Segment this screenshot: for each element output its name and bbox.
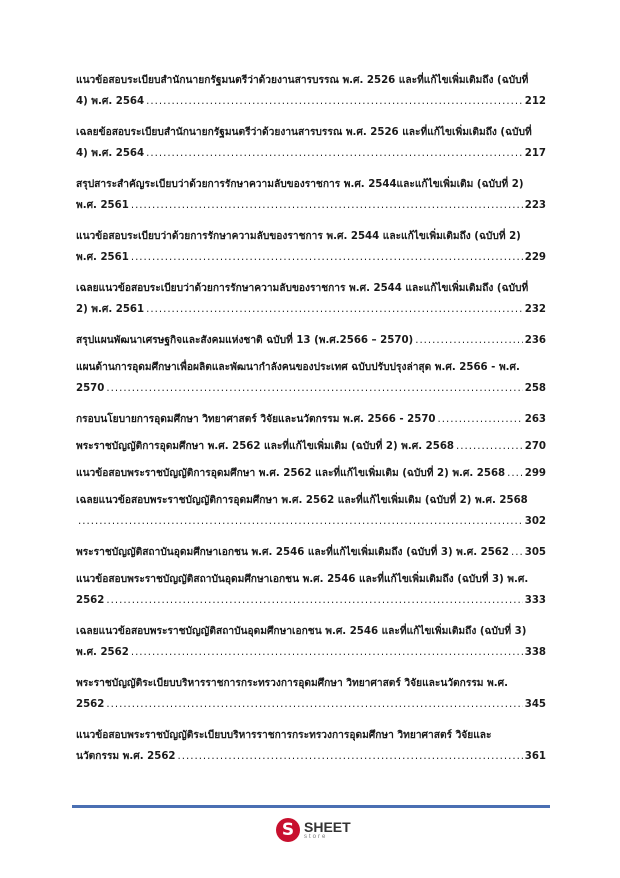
toc-entry (76, 409, 546, 430)
toc-entry-title-line: แนวข้อสอบระเบียบสำนักนายกรัฐมนตรีว่าด้วยงานสารบรรณ พ.ศ. 2526 และที่แก้ไขเพิ่มเติมถึง (ฉบับที่ (76, 75, 529, 86)
toc-entry-title: พระราชบัญญัติการอุดมศึกษา พ.ศ. 2562 และที่แก้ไขเพิ่มเติม (ฉบับที่ 2) พ.ศ. 2568 (76, 441, 455, 452)
toc-entry (76, 357, 546, 399)
toc-entry (76, 122, 546, 164)
toc-entry (76, 490, 546, 532)
toc-entry-title: พ.ศ. 2562 (76, 647, 129, 658)
page-number: 361 (524, 751, 546, 762)
toc-entry-title-line: แนวข้อสอบระเบียบว่าด้วยการรักษาความลับของราชการ พ.ศ. 2544 และแก้ไขเพิ่มเติมถึง (ฉบับที่ 2) (76, 231, 521, 242)
toc-entry-title-line: แนวข้อสอบพระราชบัญญัติระเบียบบริหารราชการกระทรวงการอุดมศึกษา วิทยาศาสตร์ วิจัยและ (76, 730, 492, 741)
toc-entry (76, 278, 546, 320)
toc-entry-title-line: สรุปสาระสำคัญระเบียบว่าด้วยการรักษาความลับของราชการ พ.ศ. 2544และแก้ไขเพิ่มเติม (ฉบับที่ 2) (76, 179, 524, 190)
page-number: 299 (524, 468, 546, 479)
toc-entry-title: 4) พ.ศ. 2564 (76, 96, 145, 107)
toc-entry-title: 2562 (76, 699, 105, 710)
dot-leader (415, 330, 523, 351)
toc-entry-title-line: แผนด้านการอุดมศึกษาเพื่อผลิตและพัฒนากำลังคนของประเทศ ฉบับปรับปรุงล่าสุด พ.ศ. 2566 - พ.ศ. (76, 362, 520, 373)
toc-entry (76, 174, 546, 216)
dot-leader (511, 542, 523, 563)
footer-divider (72, 805, 550, 808)
toc-entry (76, 330, 546, 351)
page-number: 338 (524, 647, 546, 658)
logo-mark-icon: S (276, 818, 300, 842)
dot-leader (146, 299, 523, 320)
toc-entry (76, 673, 546, 715)
page-number: 232 (524, 304, 546, 315)
dot-leader (146, 91, 523, 112)
toc-entry-title: พ.ศ. 2561 (76, 252, 129, 263)
dot-leader (131, 642, 523, 663)
page-number: 258 (524, 383, 546, 394)
logo-subtext: store (304, 834, 328, 840)
page-number: 217 (524, 148, 546, 159)
dot-leader (131, 195, 523, 216)
toc-entry-title-line: เฉลยแนวข้อสอบระเบียบว่าด้วยการรักษาความลับของราชการ พ.ศ. 2544 และแก้ไขเพิ่มเติมถึง (ฉบับที่ (76, 283, 529, 294)
toc-entry-title: พ.ศ. 2561 (76, 200, 129, 211)
dot-leader (131, 247, 523, 268)
dot-leader (106, 378, 522, 399)
toc-entry-title-line: เฉลยแนวข้อสอบพระราชบัญญัติการอุดมศึกษา พ.ศ. 2562 และที่แก้ไขเพิ่มเติม (ฉบับที่ 2) พ.ศ. 2568 (76, 495, 528, 506)
toc-entry (76, 463, 546, 484)
toc-entry-title-line: เฉลยข้อสอบระเบียบสำนักนายกรัฐมนตรีว่าด้วยงานสารบรรณ พ.ศ. 2526 และที่แก้ไขเพิ่มเติมถึง (ฉบับที่ (76, 127, 532, 138)
toc-entry-title-line: แนวข้อสอบพระราชบัญญัติสถาบันอุดมศึกษาเอกชน พ.ศ. 2546 และที่แก้ไขเพิ่มเติมถึง (ฉบับที่ 3) พ.ศ. (76, 574, 529, 585)
dot-leader (106, 590, 522, 611)
page-number: 333 (524, 595, 546, 606)
toc-entry (76, 436, 546, 457)
page-number: 236 (524, 335, 546, 346)
toc-entry-title: 2570 (76, 383, 105, 394)
dot-leader (146, 143, 523, 164)
toc-entry-title-line: พระราชบัญญัติระเบียบบริหารราชการกระทรวงการอุดมศึกษา วิทยาศาสตร์ วิจัยและนวัตกรรม พ.ศ. (76, 678, 508, 689)
table-of-contents (76, 70, 546, 777)
toc-entry-title: สรุปแผนพัฒนาเศรษฐกิจและสังคมแห่งชาติ ฉบับที่ 13 (พ.ศ.2566 – 2570) (76, 335, 414, 346)
dot-leader (438, 409, 523, 430)
toc-entry-title: แนวข้อสอบพระราชบัญญัติการอุดมศึกษา พ.ศ. 2562 และที่แก้ไขเพิ่มเติม (ฉบับที่ 2) พ.ศ. 2568 (76, 468, 506, 479)
toc-entry (76, 70, 546, 112)
page-number: 212 (524, 96, 546, 107)
dot-leader (507, 463, 523, 484)
page-number: 263 (524, 414, 546, 425)
toc-entry (76, 621, 546, 663)
toc-entry-title-line: เฉลยแนวข้อสอบพระราชบัญญัติสถาบันอุดมศึกษาเอกชน พ.ศ. 2546 และที่แก้ไขเพิ่มเติมถึง (ฉบับที่ 3) (76, 626, 527, 637)
toc-entry (76, 725, 546, 767)
toc-entry-title: 4) พ.ศ. 2564 (76, 148, 145, 159)
page-number: 229 (524, 252, 546, 263)
toc-entry-title: 2) พ.ศ. 2561 (76, 304, 145, 315)
page-number: 223 (524, 200, 546, 211)
dot-leader (178, 746, 523, 767)
dot-leader (456, 436, 523, 457)
toc-entry-title: พระราชบัญญัติสถาบันอุดมศึกษาเอกชน พ.ศ. 2546 และที่แก้ไขเพิ่มเติมถึง (ฉบับที่ 3) พ.ศ. 2562 (76, 547, 509, 558)
page-number: 345 (524, 699, 546, 710)
toc-entry-title: นวัตกรรม พ.ศ. 2562 (76, 751, 176, 762)
toc-entry (76, 226, 546, 268)
toc-entry-title: 2562 (76, 595, 105, 606)
page-number: 302 (524, 516, 546, 527)
logo-text: SHEET (304, 819, 351, 835)
dot-leader (78, 511, 523, 532)
toc-entry (76, 542, 546, 563)
page-number: 270 (524, 441, 546, 452)
dot-leader (106, 694, 522, 715)
toc-entry-title: กรอบนโยบายการอุดมศึกษา วิทยาศาสตร์ วิจัยและนวัตกรรม พ.ศ. 2566 - 2570 (76, 414, 436, 425)
sheet-store-logo (276, 815, 351, 845)
toc-entry (76, 569, 546, 611)
page-number: 305 (524, 547, 546, 558)
